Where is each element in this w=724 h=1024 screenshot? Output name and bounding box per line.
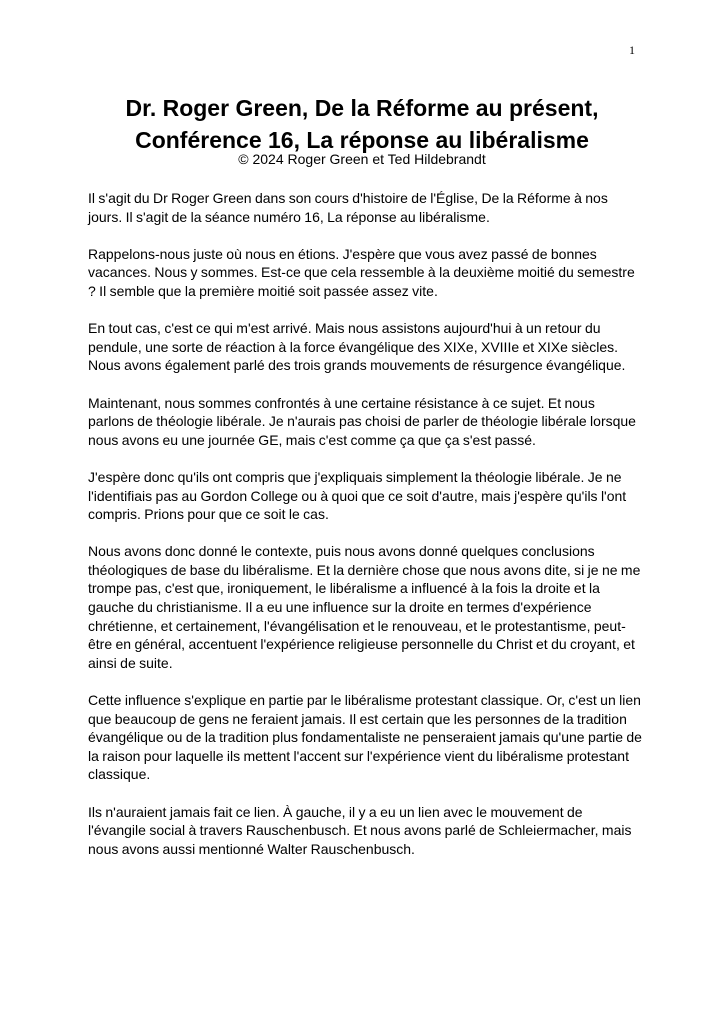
paragraph: Nous avons donc donné le contexte, puis nous avons donné quelques conclusions théologiques de base du libéralisme. Et la dernière chose que nous avons dite, si je ne me trompe pas, c'est que, ironiquement, le libéralisme a influencé à la fois la droite et la gauche du christianisme. Il a eu une influence sur la droite en termes d'expérience chrétienne, et certainement, l'évangélisation et le renouveau, et le protestantisme, peut-être en général, accentuent l'expérience religieuse personnelle du Christ et du croyant, et ainsi de suite. [88, 543, 641, 671]
page-number: 1 [629, 43, 635, 57]
document-body [88, 189, 642, 877]
paragraph: Maintenant, nous sommes confrontés à une certaine résistance à ce sujet. Et nous parlons de théologie libérale. Je n'aurais pas choisi de parler de théologie libérale lorsque nous avons eu une journée GE, mais c'est comme ça que ça s'est passé. [88, 394, 636, 448]
paragraph: En tout cas, c'est ce qui m'est arrivé. Mais nous assistons aujourd'hui à un retour du pendule, une sorte de réaction à la force évangélique des XIXe, XVIIIe et XIXe siècles. Nous avons également parlé des trois grands mouvements de résurgence évangélique. [88, 320, 626, 374]
title-line-1: Dr. Roger Green, De la Réforme au présent, [125, 95, 599, 121]
paragraph: J'espère donc qu'ils ont compris que j'expliquais simplement la théologie libérale. Je ne l'identifiais pas au Gordon College ou à quoi que ce soit d'autre, mais j'espère qu'ils l'ont compris. Prions pour que ce soit le cas. [88, 468, 627, 523]
title-line-2: Conférence 16, La réponse au libéralisme [135, 127, 589, 153]
document-title [60, 92, 664, 156]
copyright-line: © 2024 Roger Green et Ted Hildebrandt [238, 151, 486, 167]
paragraph: Il s'agit du Dr Roger Green dans son cours d'histoire de l'Église, De la Réforme à nos jours. Il s'agit de la séance numéro 16, La réponse au libéralisme. [88, 190, 608, 225]
paragraph: Rappelons-nous juste où nous en étions. J'espère que vous avez passé de bonnes vacances. Nous y sommes. Est-ce que cela ressemble à la deuxième moitié du semestre ? Il semble que la première moitié soit passée assez vite. [88, 245, 635, 299]
paragraph: Cette influence s'explique en partie par le libéralisme protestant classique. Or, c'est un lien que beaucoup de gens ne feraient jamais. Il est certain que les personnes de la tradition évangélique ou de la tradition plus fondamentaliste ne penseraient jamais qu'une partie de la raison pour laquelle ils mettent l'accent sur l'expérience vient du libéralisme protestant classique. [88, 692, 642, 783]
paragraph: Ils n'auraient jamais fait ce lien. À gauche, il y a eu un lien avec le mouvement de l'évangile social à travers Rauschenbusch. Et nous avons parlé de Schleiermacher, mais nous avons aussi mentionné Walter Rauschenbusch. [88, 803, 632, 857]
